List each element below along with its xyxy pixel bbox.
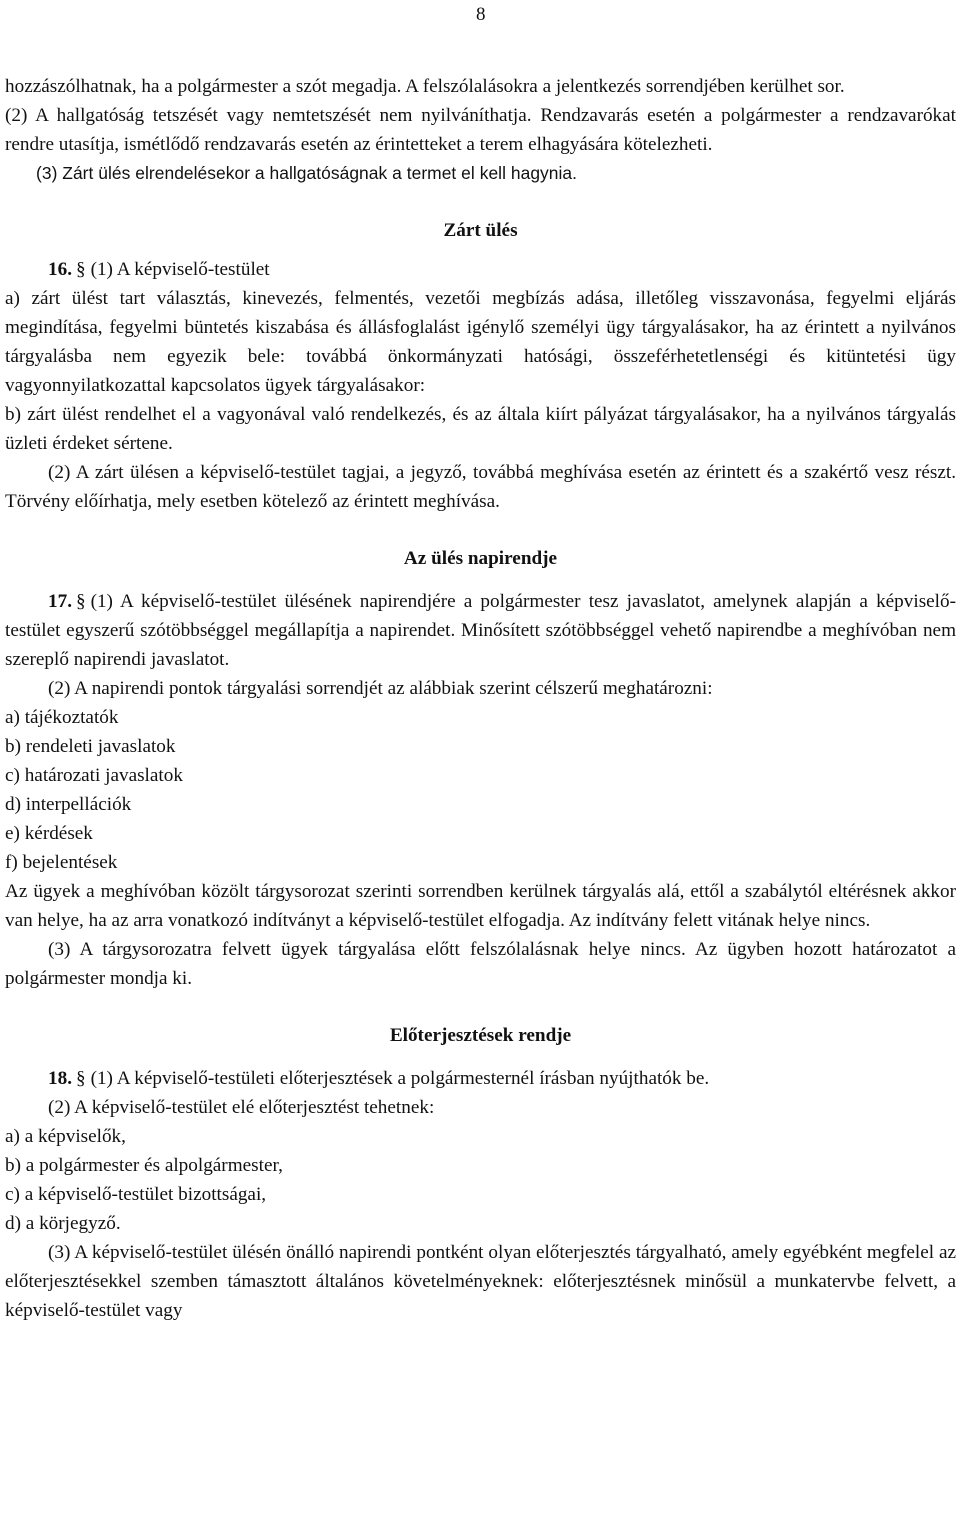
section-16-paragraph-1 (5, 255, 956, 284)
section-17-after-list: Az ügyek a meghívóban közölt tárgysorozat szerinti sorrendben kerülnek tárgyalás alá, ettől a szabálytól eltérésnek akkor van helye, ha az arra vonatkozó indítványt a képviselő-testület elfogadja. Az indítvány felett vitának helye nincs. (5, 881, 956, 931)
section-sign-icon: § (75, 1068, 86, 1089)
section-number: 16. (48, 259, 72, 280)
section-17-paragraph-3: (3) A tárgysorozatra felvett ügyek tárgyalása előtt felszólalásnak helye nincs. Az ügyben hozott határozatot a polgármester mondja ki. (5, 939, 956, 989)
section-16-text: (1) A képviselő-testület (90, 259, 270, 280)
section-sign-icon: § (75, 591, 86, 612)
section-heading-napirend: Az ülés napirendje (403, 548, 558, 569)
document-body (5, 72, 956, 1325)
intro-paragraph-3: (3) Zárt ülés elrendelésekor a hallgatóságnak a termet el kell hagynia. (36, 163, 578, 183)
section-heading-eloterjesztesek: Előterjesztések rendje (389, 1025, 572, 1046)
intro-paragraph-1: hozzászólhatnak, ha a polgármester a szót megadja. A felszólalásokra a jelentkezés sorrendjében kerülhet sor. (5, 76, 845, 97)
list-item: b) a polgármester és alpolgármester, (5, 1155, 283, 1176)
list-item: c) határozati javaslatok (5, 765, 183, 786)
list-item: e) kérdések (5, 823, 93, 844)
page-number: 8 (476, 4, 486, 25)
section-18-paragraph-1 (5, 1064, 956, 1093)
list-item: b) rendeleti javaslatok (5, 736, 176, 757)
list-item: d) a körjegyző. (5, 1213, 121, 1234)
list-item: a) tájékoztatók (5, 707, 119, 728)
document-page (5, 0, 956, 1525)
section-17-text: (1) A képviselő-testület ülésének napirendjére a polgármester tesz javaslatot, amelynek alapján a képviselő-testület egyszerű szótöbbséggel megállapítja a napirendet. Minősített szótöbbséggel vehető napirendbe a meghívóban nem szereplő napirendi javaslatot. (5, 591, 956, 670)
list-item: d) interpellációk (5, 794, 132, 815)
list-item: f) bejelentések (5, 852, 118, 873)
section-heading-zart-ules: Zárt ülés (443, 220, 518, 241)
section-18-paragraph-2: (2) A képviselő-testület elé előterjesztést tehetnek: (48, 1097, 435, 1118)
list-item: c) a képviselő-testület bizottságai, (5, 1184, 267, 1205)
list-item: a) a képviselők, (5, 1126, 126, 1147)
section-18-text: (1) A képviselő-testületi előterjesztések a polgármesternél írásban nyújthatók be. (90, 1068, 710, 1089)
section-16-paragraph-2: (2) A zárt ülésen a képviselő-testület tagjai, a jegyző, továbbá meghívása esetén az érintett és a szakértő vesz részt. Törvény előírhatja, mely esetben kötelező az érintett meghívása. (5, 462, 956, 512)
section-sign-icon: § (75, 259, 86, 280)
section-16-point-a: a) zárt ülést tart választás, kinevezés, felmentés, vezetői megbízás adása, illetőleg visszavonása, fegyelmi eljárás megindítása, fegyelmi büntetés kiszabása és állásfoglalást igénylő személyi ügy tárgyalásakor, ha az érintett a nyilvános tárgyalásba nem egyezik bele: továbbá önkormányzati hatósági, összeférhetetlenségi és kitüntetési ügy vagyonnyilatkozattal kapcsolatos ügyek tárgyalásakor: (5, 288, 956, 396)
section-18-paragraph-3: (3) A képviselő-testület ülésén önálló napirendi pontként olyan előterjesztés tárgyalható, amely egyébként megfelel az előterjesztésekkel szemben támasztott általános követelményeknek: előterjesztésnek minősül a munkatervbe felvett, a képviselő-testület vagy (5, 1242, 956, 1321)
section-number: 17. (48, 591, 72, 612)
section-16-point-b: b) zárt ülést rendelhet el a vagyonával való rendelkezés, és az általa kiírt pályázat tárgyalásakor, ha a nyilvános tárgyalás üzleti érdeket sértene. (5, 404, 956, 454)
section-17-paragraph-2: (2) A napirendi pontok tárgyalási sorrendjét az alábbiak szerint célszerű meghatározni: (48, 678, 713, 699)
intro-paragraph-2: (2) A hallgatóság tetszését vagy nemtetszését nem nyilváníthatja. Rendzavarás esetén a polgármester a rendzavarókat rendre utasítja, ismétlődő rendzavarás esetén az érintetteket a terem elhagyására kötelezheti. (5, 105, 956, 155)
section-number: 18. (48, 1068, 72, 1089)
section-17-paragraph-1 (5, 587, 956, 674)
